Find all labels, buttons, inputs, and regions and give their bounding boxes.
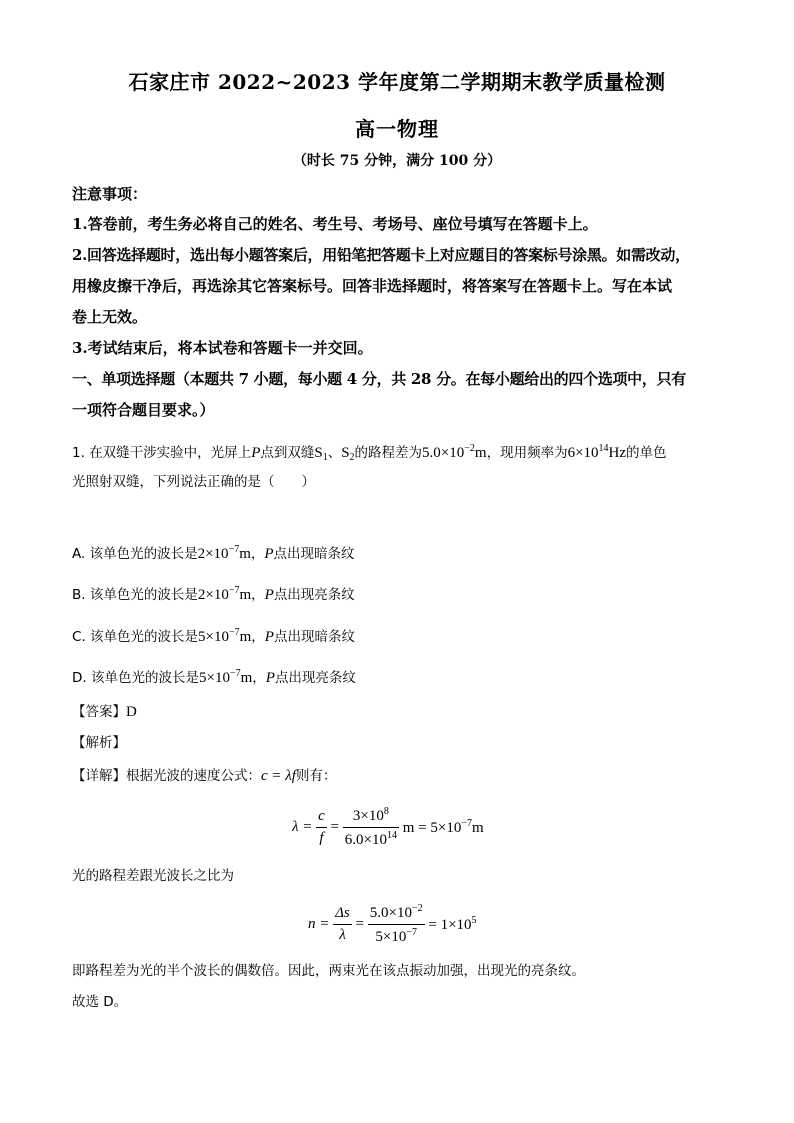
option-label: B. (72, 587, 86, 603)
answer-tag: 【答案】 (72, 704, 126, 720)
analysis-tag: 【解析】 (72, 735, 126, 751)
option-a: A. 该单色光的波长是$2\times 10^{-7}m$，P点出现暗条纹 (72, 544, 355, 562)
conclusion-text: 即路程差为光的半个波长的偶数倍。因此，两束光在该点振动加强，出现光的亮条纹。 (72, 963, 585, 979)
answer-value: D (126, 704, 137, 720)
notes-heading: 注意事项： (72, 185, 148, 203)
fraction-ratio-values: $\frac{5.0\times 10^{-2}}{5\times 10^{-7}}$ (369, 903, 423, 945)
option-label: D. (72, 670, 87, 686)
ratio-text: 光的路程差跟光波长之比为 (72, 868, 234, 884)
final-choice: 故选 D。 (72, 994, 128, 1010)
speed-formula: c = λf (261, 768, 296, 784)
note-item-1: 1.答卷前，考生务必将自己的姓名、考生号、考场号、座位号填写在答题卡上。 (72, 215, 598, 233)
option-label: C. (72, 629, 86, 645)
note-item-3: 3.考试结束后，将本试卷和答题卡一并交回。 (72, 339, 373, 357)
exam-duration: （时长 75 分钟，满分 100 分） (292, 153, 502, 169)
wavelength-formula: λ = $\frac{c}{f}$ = $\frac{3\times 10^8}{6.0\times 10^{14}}$ $m = 5\times 10^{-7}m$ (292, 806, 484, 848)
option-d: D. 该单色光的波长是$5\times 10^{-7}m$，P点出现亮条纹 (72, 668, 356, 686)
note-item-2-line-3: 卷上无效。 (72, 308, 148, 326)
fraction-ds-over-lambda: $\frac{\Delta s}{\lambda}$ (335, 905, 350, 943)
question-number: 1. (72, 445, 85, 461)
fraction-c-over-f: $\frac{c}{f}$ (318, 808, 325, 846)
option-c: C. 该单色光的波长是$5\times 10^{-7}m$，P点出现暗条纹 (72, 627, 355, 645)
subject-title: 高一物理 (355, 117, 439, 141)
question-1-line-1: 1. 在双缝干涉实验中，光屏上P点到双缝$S_1$、$S_2$的路程差为$5.0\times 10^{-2}m$，现用频率为$6\times 10^{14}Hz$的单色 (72, 443, 667, 463)
option-b: B. 该单色光的波长是$2\times 10^{-7}m$，P点出现亮条纹 (72, 585, 355, 603)
detail-line: 【详解】根据光波的速度公式：c = λf则有： (72, 768, 337, 784)
option-label: A. (72, 546, 86, 562)
answer-line (72, 703, 137, 721)
note-item-2-line-2: 用橡皮擦干净后，再选涂其它答案标号。回答非选择题时，将答案写在答题卡上。写在本试 (72, 277, 673, 295)
question-1-line-2: 光照射双缝，下列说法正确的是（ ） (72, 474, 315, 490)
exam-title: 石家庄市 2022~2023 学年度第二学期期末教学质量检测 (128, 70, 666, 94)
fraction-wavelength-values: $\frac{3\times 10^8}{6.0\times 10^{14}}$ (344, 806, 397, 848)
note-item-2-line-1: 2.回答选择题时，选出每小题答案后，用铅笔把答题卡上对应题目的答案标号涂黑。如需改动， (72, 246, 690, 264)
section-heading-line-2: 一项符合题目要求。） (72, 401, 215, 419)
detail-tag: 【详解】 (72, 768, 126, 784)
section-heading-line-1: 一、单项选择题（本题共 7 小题，每小题 4 分，共 28 分。在每小题给出的四个选项中，只有 (72, 370, 686, 388)
path-ratio-formula: n = $\frac{\Delta s}{\lambda}$ = $\frac{5.0\times 10^{-2}}{5\times 10^{-7}}$ = $1\times 10^5$ (308, 903, 477, 945)
